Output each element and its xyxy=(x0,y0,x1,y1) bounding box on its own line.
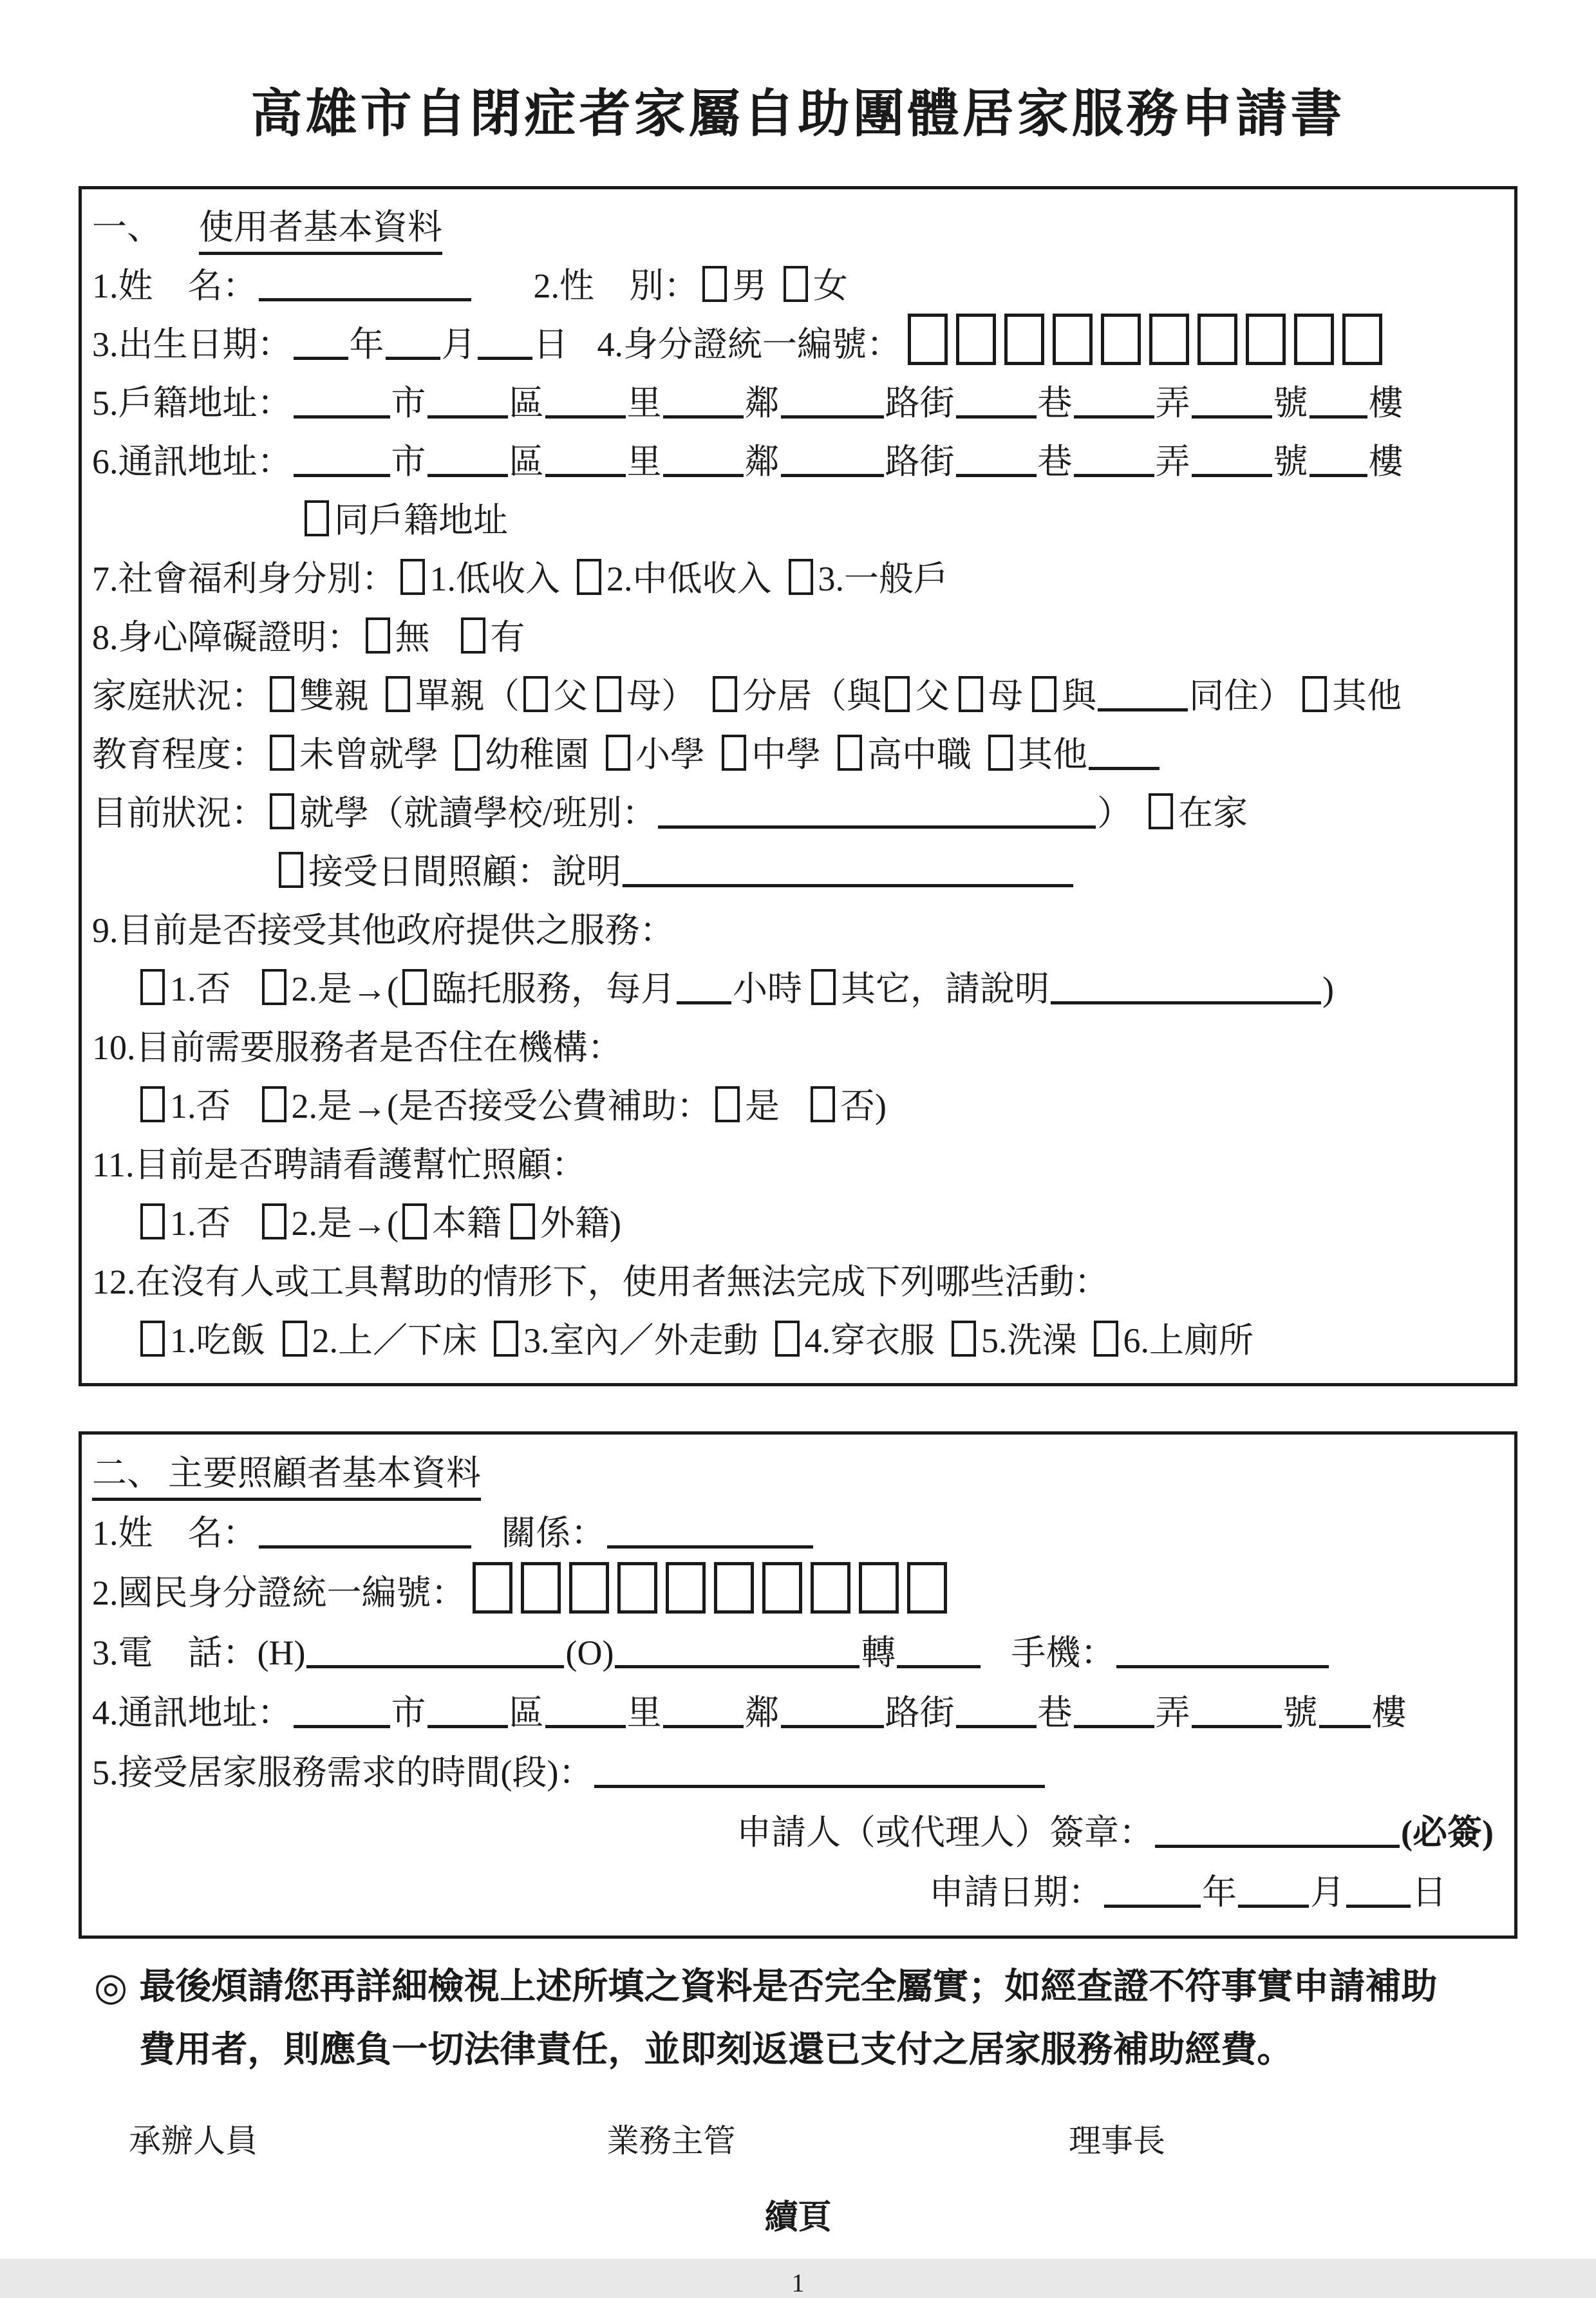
q9-close-paren: ) xyxy=(1322,970,1334,1008)
addr-unit: 里 xyxy=(626,1693,662,1732)
local-caregiver-label: 本籍 xyxy=(431,1204,502,1243)
phone-home-blank[interactable] xyxy=(306,1629,564,1668)
final-notice xyxy=(94,1955,1514,2082)
addr-unit: 市 xyxy=(391,1693,426,1732)
row-q12 xyxy=(92,1253,1501,1312)
addr-unit: 巷 xyxy=(1037,384,1073,422)
addr-unit: 弄 xyxy=(1155,384,1190,422)
row-daycare xyxy=(92,843,1501,901)
row-caregiver-name xyxy=(92,1503,1501,1563)
respite-service-label: 臨托服務，每月 xyxy=(431,970,675,1008)
caregiver-id-label: 2.國民身分證統一編號： xyxy=(92,1574,466,1612)
id-digit-box[interactable] xyxy=(859,1562,899,1614)
checkbox-same-address[interactable] xyxy=(305,500,329,536)
checkbox-high-school[interactable] xyxy=(838,735,862,771)
id-digit-box[interactable] xyxy=(714,1562,754,1614)
checkbox-q11-yes[interactable] xyxy=(262,1203,286,1239)
apply-month-label: 月 xyxy=(1310,1873,1345,1912)
notice-line1: 最後煩請您再詳細檢視上述所填之資料是否完全屬實；如經查證不符事實申請補助 xyxy=(139,1967,1438,2007)
checkbox-q9-yes[interactable] xyxy=(262,969,286,1005)
checkbox-no-school[interactable] xyxy=(270,735,294,771)
checkbox-single-mother[interactable] xyxy=(597,676,621,712)
row-caregiver-id xyxy=(92,1563,1501,1623)
row-registered-address xyxy=(92,374,1501,433)
row-q11 xyxy=(92,1136,1501,1194)
checkbox-bed-transfer[interactable] xyxy=(283,1321,307,1357)
checkbox-at-home[interactable] xyxy=(1149,793,1173,829)
q10-no-label: 1.否 xyxy=(170,1087,231,1125)
addr-blank[interactable] xyxy=(427,438,508,477)
checkbox-q9-no[interactable] xyxy=(140,969,165,1005)
addr-unit: 路街 xyxy=(885,442,955,481)
family-option: 雙親 xyxy=(299,677,369,715)
id-digit-box[interactable] xyxy=(666,1562,706,1614)
addr-blank[interactable] xyxy=(1192,438,1272,477)
welfare-label: 7.社會福利身分別： xyxy=(92,560,397,598)
section1-box xyxy=(79,186,1517,1386)
checkbox-q10-yes[interactable] xyxy=(262,1086,286,1122)
caregiver-name-blank[interactable] xyxy=(259,1509,471,1549)
addr-unit: 里 xyxy=(626,384,662,422)
welfare-option: 3.一般戶 xyxy=(818,560,948,598)
addr-blank[interactable] xyxy=(1074,379,1154,419)
row-disability-proof xyxy=(92,608,1501,667)
service-time-blank[interactable] xyxy=(594,1749,1045,1788)
addr-blank[interactable] xyxy=(545,438,626,477)
apply-day-blank[interactable] xyxy=(1346,1869,1411,1908)
id-digit-box[interactable] xyxy=(569,1562,609,1614)
family-option: 父 xyxy=(553,677,588,715)
in-school-label: 就學（就讀學校/班別： xyxy=(299,794,657,833)
id-digit-box[interactable] xyxy=(1149,314,1189,365)
apply-date-label: 申請日期： xyxy=(929,1873,1103,1912)
family-option: 母 xyxy=(988,677,1023,715)
q12-option: 4.穿衣服 xyxy=(804,1321,935,1360)
disability-none-label: 無 xyxy=(395,618,430,657)
checkbox-walking[interactable] xyxy=(494,1321,518,1357)
subsidy-no-label: 否) xyxy=(840,1087,887,1125)
q11-no-label: 1.否 xyxy=(170,1204,231,1243)
checkbox-low-income[interactable] xyxy=(400,559,425,595)
checkbox-disability-none[interactable] xyxy=(366,617,390,654)
phone-label: 3.電 話：(H) xyxy=(92,1634,306,1672)
phone-office-label: (O) xyxy=(565,1634,614,1672)
welfare-option: 2.中低收入 xyxy=(606,560,772,598)
chairman-label: 理事長 xyxy=(1069,2123,1165,2159)
section2-box xyxy=(79,1431,1517,1939)
birth-day-blank[interactable] xyxy=(478,321,532,360)
id-digit-box[interactable] xyxy=(1342,314,1382,365)
row-phone xyxy=(92,1623,1501,1683)
addr-blank[interactable] xyxy=(663,1689,744,1728)
checkbox-respite-service[interactable] xyxy=(402,969,427,1005)
addr-blank[interactable] xyxy=(427,1689,508,1728)
phone-ext-label: 轉 xyxy=(861,1634,896,1672)
row-q9-options xyxy=(92,960,1501,1019)
addr-unit: 路街 xyxy=(885,1693,955,1732)
checkbox-eating[interactable] xyxy=(140,1321,165,1357)
family-option: 其他 xyxy=(1332,677,1402,715)
same-address-label: 同戶籍地址 xyxy=(334,501,508,540)
family-label: 家庭狀況： xyxy=(92,677,266,715)
id-digit-box[interactable] xyxy=(617,1562,657,1614)
q12-option: 2.上／下床 xyxy=(312,1321,477,1360)
school-name-blank[interactable] xyxy=(658,789,1096,829)
q10-yes-label: 2.是→(是否接受公費補助： xyxy=(291,1087,711,1125)
q10-label: 10.目前需要服務者是否住在機構： xyxy=(92,1028,623,1067)
row-q10-options xyxy=(92,1077,1501,1136)
checkbox-subsidy-yes[interactable] xyxy=(715,1086,740,1122)
row-caregiver-address xyxy=(92,1683,1501,1743)
cohabitant-blank[interactable] xyxy=(1098,672,1188,711)
male-label: 男 xyxy=(732,267,767,305)
addr-unit: 巷 xyxy=(1037,442,1073,481)
family-option: 父 xyxy=(915,677,950,715)
family-option: 同住） xyxy=(1189,677,1293,715)
caregiver-id-boxes xyxy=(473,1562,947,1614)
q12-option: 6.上廁所 xyxy=(1123,1321,1253,1360)
checkbox-dressing[interactable] xyxy=(775,1321,800,1357)
addr-blank[interactable] xyxy=(1192,1689,1282,1728)
q9-no-label: 1.否 xyxy=(170,970,231,1008)
checkbox-in-school[interactable] xyxy=(270,793,294,829)
education-label: 教育程度： xyxy=(92,735,266,774)
addr-blank[interactable] xyxy=(781,1689,884,1728)
education-option: 中學 xyxy=(751,735,821,774)
addr-blank[interactable] xyxy=(427,379,508,419)
checkbox-male[interactable] xyxy=(702,266,727,302)
id-digit-box[interactable] xyxy=(762,1562,802,1614)
female-label: 女 xyxy=(813,267,848,305)
row-name-sex xyxy=(92,257,1501,316)
checkbox-q10-no[interactable] xyxy=(140,1086,165,1122)
family-option: 分居（與 xyxy=(742,677,881,715)
addr-blank[interactable] xyxy=(1074,438,1154,477)
checkbox-middle-school[interactable] xyxy=(722,735,746,771)
addr-blank[interactable] xyxy=(781,379,884,419)
birthdate-label: 3.出生日期： xyxy=(92,325,292,364)
addr-unit: 樓 xyxy=(1368,442,1404,481)
q11-yes-label: 2.是→( xyxy=(291,1204,399,1243)
addr-unit: 號 xyxy=(1273,384,1308,422)
addr-blank[interactable] xyxy=(663,438,744,477)
signature-blank[interactable] xyxy=(1155,1809,1400,1848)
addr-blank[interactable] xyxy=(294,438,390,477)
row-q12-options xyxy=(92,1312,1501,1370)
birth-year-blank[interactable] xyxy=(294,321,348,360)
row-birth-id xyxy=(92,316,1501,374)
phone-ext-blank[interactable] xyxy=(897,1629,981,1668)
row-education xyxy=(92,726,1501,784)
checkbox-disability-have[interactable] xyxy=(461,617,485,654)
checkbox-single-parent[interactable] xyxy=(386,676,410,712)
section2-heading-row xyxy=(92,1444,1501,1503)
family-option: 與 xyxy=(1062,677,1096,715)
notice-marker: ◎ xyxy=(94,1966,128,2008)
education-option: 未曾就學 xyxy=(299,735,438,774)
addr-blank[interactable] xyxy=(956,438,1037,477)
addr-unit: 區 xyxy=(509,442,544,481)
birth-month-blank[interactable] xyxy=(386,321,440,360)
addr-unit: 里 xyxy=(626,442,662,481)
handler-label: 承辦人員 xyxy=(129,2123,258,2159)
checkbox-q9-other[interactable] xyxy=(811,969,836,1005)
notice-text xyxy=(139,1955,1437,2082)
section1-heading-row xyxy=(92,198,1501,257)
id-number-boxes xyxy=(908,314,1382,365)
section2-title: 主要照顧者基本資料 xyxy=(168,1454,481,1493)
addr-unit: 樓 xyxy=(1368,384,1404,422)
id-digit-box[interactable] xyxy=(1101,314,1141,365)
q9-label: 9.目前是否接受其他政府提供之服務： xyxy=(92,911,675,950)
foreign-caregiver-label: 外籍) xyxy=(540,1204,621,1243)
addr-unit: 樓 xyxy=(1371,1693,1407,1732)
name-label: 1.姓 名： xyxy=(92,267,258,305)
addr-unit: 市 xyxy=(391,442,426,481)
mobile-blank[interactable] xyxy=(1116,1629,1329,1668)
checkbox-subsidy-no[interactable] xyxy=(811,1086,835,1122)
q9-yes-label: 2.是→( xyxy=(291,970,399,1008)
addr-unit: 弄 xyxy=(1155,1693,1190,1732)
q9-other-blank[interactable] xyxy=(1051,965,1321,1004)
id-digit-box[interactable] xyxy=(956,314,996,365)
addr-blank[interactable] xyxy=(294,1689,390,1728)
q9-other-label: 其它，請說明 xyxy=(840,970,1049,1008)
relation-blank[interactable] xyxy=(607,1509,813,1549)
checkbox-mid-low-income[interactable] xyxy=(577,559,601,595)
checkbox-bathing[interactable] xyxy=(952,1321,976,1357)
education-option: 小學 xyxy=(635,735,705,774)
checkbox-kindergarten[interactable] xyxy=(455,735,480,771)
checkbox-general[interactable] xyxy=(789,559,813,595)
supervisor-label: 業務主管 xyxy=(606,2123,736,2159)
section1-number: 一、 xyxy=(92,208,162,247)
registered-address-label: 5.戶籍地址： xyxy=(92,384,292,422)
checkbox-edu-other[interactable] xyxy=(988,735,1013,771)
sex-label: 2.性 別： xyxy=(533,267,699,305)
hours-blank[interactable] xyxy=(677,965,731,1004)
addr-blank[interactable] xyxy=(1319,1689,1371,1728)
caregiver-address-label: 4.通訊地址： xyxy=(92,1693,292,1732)
id-digit-box[interactable] xyxy=(1053,314,1093,365)
addr-blank[interactable] xyxy=(956,379,1037,419)
in-school-close: ） xyxy=(1097,794,1132,833)
family-option: 單親（ xyxy=(415,677,520,715)
service-time-label: 5.接受居家服務需求的時間(段)： xyxy=(92,1753,594,1792)
addr-unit: 鄰 xyxy=(744,442,780,481)
addr-unit: 路街 xyxy=(885,384,955,422)
caregiver-name-label: 1.姓 名： xyxy=(92,1514,258,1552)
addr-blank[interactable] xyxy=(545,379,626,419)
day-label: 日 xyxy=(533,325,568,364)
checkbox-foreign-caregiver[interactable] xyxy=(511,1203,535,1239)
addr-unit: 區 xyxy=(509,1693,544,1732)
name-blank[interactable] xyxy=(259,262,471,301)
checkbox-with-mother[interactable] xyxy=(959,676,983,712)
notice-line2: 費用者，則應負一切法律責任，並即刻返還已支付之居家服務補助經費。 xyxy=(139,2030,1293,2070)
addr-unit: 弄 xyxy=(1155,442,1190,481)
apply-month-blank[interactable] xyxy=(1238,1869,1309,1908)
apply-day-label: 日 xyxy=(1412,1873,1447,1912)
education-option: 高中職 xyxy=(867,735,972,774)
addr-unit: 號 xyxy=(1282,1693,1318,1732)
id-number-label: 4.身分證統一編號： xyxy=(597,325,901,364)
education-option: 其他 xyxy=(1018,735,1087,774)
row-service-time xyxy=(92,1743,1501,1803)
id-digit-box[interactable] xyxy=(473,1562,512,1614)
daycare-label: 接受日間照顧：說明 xyxy=(308,852,621,891)
education-option: 幼稚園 xyxy=(485,735,589,774)
at-home-label: 在家 xyxy=(1178,794,1248,833)
checkbox-family-other[interactable] xyxy=(1302,676,1327,712)
q12-option: 5.洗澡 xyxy=(981,1321,1077,1360)
phone-office-blank[interactable] xyxy=(615,1629,859,1668)
addr-blank[interactable] xyxy=(956,1689,1037,1728)
id-digit-box[interactable] xyxy=(1246,314,1286,365)
page-title: 高雄市自閉症者家屬自助團體居家服務申請書 xyxy=(250,86,1346,143)
addr-blank[interactable] xyxy=(1310,438,1367,477)
addr-unit: 鄰 xyxy=(744,384,780,422)
checkbox-female[interactable] xyxy=(784,266,808,302)
addr-blank[interactable] xyxy=(1192,379,1272,419)
checkbox-daycare[interactable] xyxy=(279,852,303,888)
row-same-address xyxy=(92,491,1501,550)
disability-label: 8.身心障礙證明： xyxy=(92,618,362,657)
addr-unit: 市 xyxy=(391,384,426,422)
q12-label: 12.在沒有人或工具幫助的情形下，使用者無法完成下列哪些活動： xyxy=(92,1263,1109,1301)
checkbox-local-caregiver[interactable] xyxy=(402,1203,427,1239)
checkbox-with-other[interactable] xyxy=(1032,676,1056,712)
id-digit-box[interactable] xyxy=(1197,314,1237,365)
row-q10 xyxy=(92,1019,1501,1077)
q12-option: 1.吃飯 xyxy=(170,1321,266,1360)
row-apply-date xyxy=(92,1863,1501,1923)
row-mailing-address xyxy=(92,433,1501,491)
addr-unit: 號 xyxy=(1273,442,1308,481)
id-digit-box[interactable] xyxy=(811,1562,850,1614)
addr-blank[interactable] xyxy=(781,438,884,477)
welfare-option: 1.低收入 xyxy=(429,560,560,598)
q12-option: 3.室內／外走動 xyxy=(523,1321,758,1360)
id-digit-box[interactable] xyxy=(1004,314,1044,365)
row-q11-options xyxy=(92,1194,1501,1253)
family-option: 母） xyxy=(626,677,696,715)
addr-blank[interactable] xyxy=(1310,379,1367,419)
signature-label: 申請人（或代理人）簽章： xyxy=(737,1813,1154,1852)
continue-page-label: 續頁 xyxy=(764,2199,832,2236)
section2-title-wrap xyxy=(92,1454,481,1501)
addr-unit: 巷 xyxy=(1037,1693,1073,1732)
current-status-label: 目前狀況： xyxy=(92,794,266,833)
row-current-status xyxy=(92,784,1501,843)
row-q9 xyxy=(92,901,1501,960)
mailing-address-label: 6.通訊地址： xyxy=(92,442,292,481)
checkbox-both-parents[interactable] xyxy=(270,676,294,712)
checkbox-q11-no[interactable] xyxy=(140,1203,165,1239)
checkbox-with-father[interactable] xyxy=(885,676,910,712)
checkbox-toileting[interactable] xyxy=(1094,1321,1118,1357)
addr-blank[interactable] xyxy=(545,1689,626,1728)
edu-other-blank[interactable] xyxy=(1089,731,1159,770)
q11-label: 11.目前是否聘請看護幫忙照顧： xyxy=(92,1145,587,1184)
month-label: 月 xyxy=(441,325,476,364)
subsidy-yes-label: 是 xyxy=(744,1087,780,1125)
year-label: 年 xyxy=(349,325,384,364)
row-family-status xyxy=(92,667,1501,726)
id-digit-box[interactable] xyxy=(908,314,948,365)
id-digit-box[interactable] xyxy=(1294,314,1334,365)
addr-blank[interactable] xyxy=(663,379,744,419)
addr-unit: 鄰 xyxy=(744,1693,780,1732)
section2-number: 二、 xyxy=(92,1454,162,1493)
id-digit-box[interactable] xyxy=(521,1562,561,1614)
daycare-blank[interactable] xyxy=(623,848,1073,887)
section1-title: 使用者基本資料 xyxy=(199,208,442,255)
disability-have-label: 有 xyxy=(490,618,525,657)
relation-label: 關係： xyxy=(501,1514,606,1552)
apply-year-blank[interactable] xyxy=(1104,1869,1201,1908)
addr-blank[interactable] xyxy=(294,379,390,419)
mobile-label: 手機： xyxy=(1011,1634,1116,1672)
row-welfare-status xyxy=(92,550,1501,608)
addr-unit: 區 xyxy=(509,384,544,422)
apply-year-label: 年 xyxy=(1202,1873,1237,1912)
hours-label: 小時 xyxy=(732,970,802,1008)
approval-row xyxy=(0,2115,1596,2161)
addr-blank[interactable] xyxy=(1074,1689,1154,1728)
checkbox-separated[interactable] xyxy=(713,676,737,712)
page-number: 1 xyxy=(791,2268,805,2297)
checkbox-single-father[interactable] xyxy=(523,676,548,712)
checkbox-elementary[interactable] xyxy=(606,735,630,771)
signature-required-label: (必簽) xyxy=(1401,1813,1494,1852)
id-digit-box[interactable] xyxy=(907,1562,947,1614)
row-signature xyxy=(92,1803,1501,1863)
